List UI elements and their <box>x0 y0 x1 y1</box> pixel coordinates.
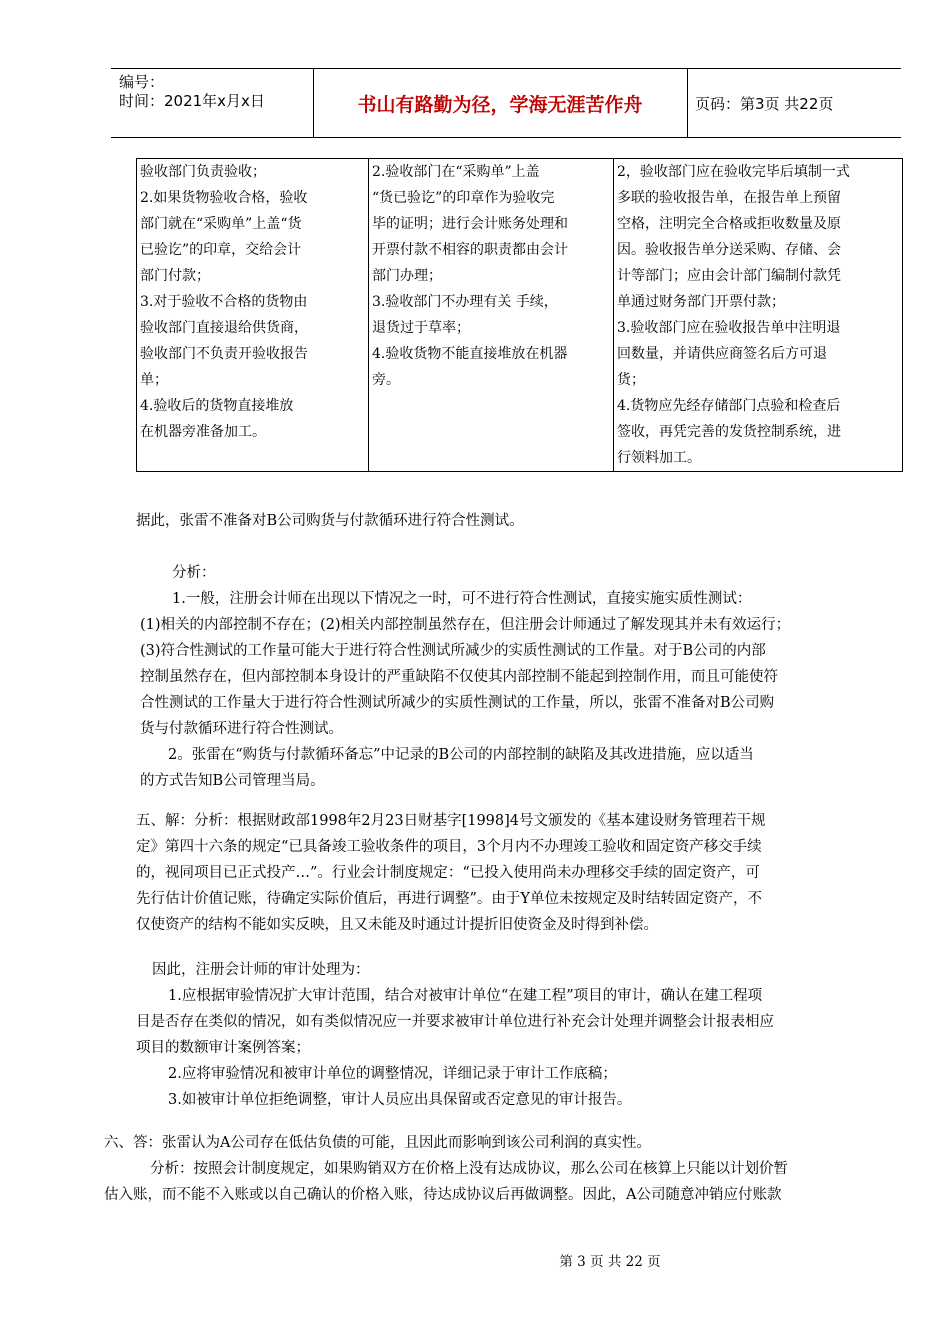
paragraph-line: 定》第四十六条的规定“已具备竣工验收条件的项目，3个月内不办理竣工验收和固定资产移交手续 <box>136 839 762 855</box>
section-five <box>136 808 896 938</box>
paragraph-line: 货与付款循环进行符合性测试。 <box>140 721 343 737</box>
cell-line: 签收，再凭完善的发货控制系统，进 <box>617 424 841 440</box>
paragraph-line: 合性测试的工作量大于进行符合性测试所减少的实质性测试的工作量，所以，张雷不准备对B公司购 <box>140 695 775 711</box>
paragraph-line: 仅使资产的结构不能如实反映，且又未能及时通过计提折旧使资金及时得到补偿。 <box>136 917 658 933</box>
cell-line: 计等部门；应由会计部门编制付款凭 <box>617 268 841 284</box>
cell-line: 已验讫”的印章，交给会计 <box>140 242 302 258</box>
paragraph-line: 六、答：张雷认为A公司存在低估负债的可能，且因此而影响到该公司利润的真实性。 <box>104 1135 651 1151</box>
cell-line: 验收部门负责验收； <box>140 164 266 180</box>
cell-line: 多联的验收报告单，在报告单上预留 <box>617 190 841 206</box>
page-info: 页码：第3页 共22页 <box>695 94 834 113</box>
cell-line: 部门就在“采购单”上盖“货 <box>140 216 302 232</box>
cell-line: 3.对于验收不合格的货物由 <box>140 294 308 310</box>
cell-line: 毕的证明；进行会计账务处理和 <box>372 216 568 232</box>
cell-line: 4.货物应先经存储部门点验和检查后 <box>617 398 841 414</box>
cell-line: 2.如果货物验收合格，验收 <box>140 190 308 206</box>
cell-line: 验收部门不负责开验收报告 <box>140 346 308 362</box>
audit-treatment <box>136 957 896 1113</box>
cell-line: 行领料加工。 <box>617 450 701 466</box>
paragraph-line: (1)相关的内部控制不存在；(2)相关内部控制虽然存在，但注册会计师通过了解发现其并未有效运行； <box>140 617 791 633</box>
cell-line: 2，验收部门应在验收完毕后填制一式 <box>617 164 850 180</box>
cell-line: “货已验讫”的印章作为验收完 <box>372 190 555 206</box>
cell-line: 验收部门直接退给供货商， <box>140 320 308 336</box>
cell-line: 单通过财务部门开票付款； <box>617 294 785 310</box>
analysis-section <box>140 560 900 794</box>
cell-line: 部门办理； <box>372 268 442 284</box>
paragraph-line: 因此，注册会计师的审计处理为： <box>152 962 370 978</box>
cell-line: 货； <box>617 372 645 388</box>
paragraph-line: 估入账，而不能不入账或以自己确认的价格入账，待达成协议后再做调整。因此，A公司随意冲销应付账款 <box>104 1187 782 1203</box>
section-six <box>104 1130 904 1208</box>
cell-line: 单； <box>140 372 168 388</box>
paragraph-line: 3.如被审计单位拒绝调整，审计人员应出具保留或否定意见的审计报告。 <box>168 1092 632 1108</box>
page-footer: 第 3 页 共 22 页 <box>559 1254 661 1270</box>
page-header <box>111 68 901 138</box>
paragraph-line: 1.一般，注册会计师在出现以下情况之一时，可不进行符合性测试，直接实施实质性测试： <box>172 591 752 607</box>
paragraph-line: 的方式告知B公司管理当局。 <box>140 773 325 789</box>
paragraph-line: 据此，张雷不准备对B公司购货与付款循环进行符合性测试。 <box>136 513 524 529</box>
cell-line: 3.验收部门应在验收报告单中注明退 <box>617 320 841 336</box>
paragraph-line: 五、解：分析：根据财政部1998年2月23日财基字[1998]4号文颁发的《基本建设财务管理若干规 <box>136 813 766 829</box>
cell-line: 回数量，并请供应商签名后方可退 <box>617 346 827 362</box>
paragraph-line: 1.应根据审验情况扩大审计范围，结合对被审计单位“在建工程”项目的审计，确认在建工程项 <box>168 988 763 1004</box>
paragraph-line: 分析：按照会计制度规定，如果购销双方在价格上没有达成协议，那么公司在核算上只能以计划价暂 <box>150 1161 788 1177</box>
conclusion-paragraph <box>136 508 896 534</box>
number-label: 编号： <box>119 73 165 91</box>
cell-line: 旁。 <box>372 372 400 388</box>
paragraph-line: 先行估计价值记账，待确定实际价值后，再进行调整”。由于Y单位未按规定及时结转固定资产，不 <box>136 891 762 907</box>
cell-line: 2.验收部门在“采购单”上盖 <box>372 164 540 180</box>
time-label: 时间：2021年x月x日 <box>119 92 265 110</box>
table-row <box>137 159 903 472</box>
cell-line: 退货过于草率； <box>372 320 470 336</box>
cell-line: 在机器旁准备加工。 <box>140 424 266 440</box>
motto: 书山有路勤为径，学海无涯苦作舟 <box>313 69 688 137</box>
cell-line: 因。验收报告单分送采购、存储、会 <box>617 242 841 258</box>
paragraph-line: 目是否存在类似的情况，如有类似情况应一并要求被审计单位进行补充会计处理并调整会计报表相应 <box>136 1014 774 1030</box>
analysis-heading: 分析： <box>172 565 216 581</box>
table-cell-improvements <box>614 159 903 472</box>
cell-line: 空格，注明完全合格或拒收数量及原 <box>617 216 841 232</box>
table-cell-current <box>137 159 369 472</box>
header-meta <box>111 69 314 137</box>
cell-line: 4.验收货物不能直接堆放在机器 <box>372 346 568 362</box>
paragraph-line: 项目的数额审计案例答案； <box>136 1040 310 1056</box>
cell-line: 部门付款； <box>140 268 210 284</box>
paragraph-line: 2。张雷在“购货与付款循环备忘”中记录的B公司的内部控制的缺陷及其改进措施，应以适当 <box>168 747 754 763</box>
comparison-table <box>136 158 903 472</box>
paragraph-line: (3)符合性测试的工作量可能大于进行符合性测试所减少的实质性测试的工作量。对于B公司的内部 <box>140 643 766 659</box>
paragraph-line: 控制虽然存在，但内部控制本身设计的严重缺陷不仅使其内部控制不能起到控制作用，而且可能使符 <box>140 669 778 685</box>
paragraph-line: 2.应将审验情况和被审计单位的调整情况，详细记录于审计工作底稿； <box>168 1066 617 1082</box>
cell-line: 3.验收部门不办理有关 手续， <box>372 294 558 310</box>
cell-line: 开票付款不相容的职责都由会计 <box>372 242 568 258</box>
cell-line: 4.验收后的货物直接堆放 <box>140 398 294 414</box>
paragraph-line: 的，视同项目已正式投产…”。行业会计制度规定：“已投入使用尚未办理移交手续的固定资产，可 <box>136 865 760 881</box>
table-cell-defects <box>369 159 614 472</box>
